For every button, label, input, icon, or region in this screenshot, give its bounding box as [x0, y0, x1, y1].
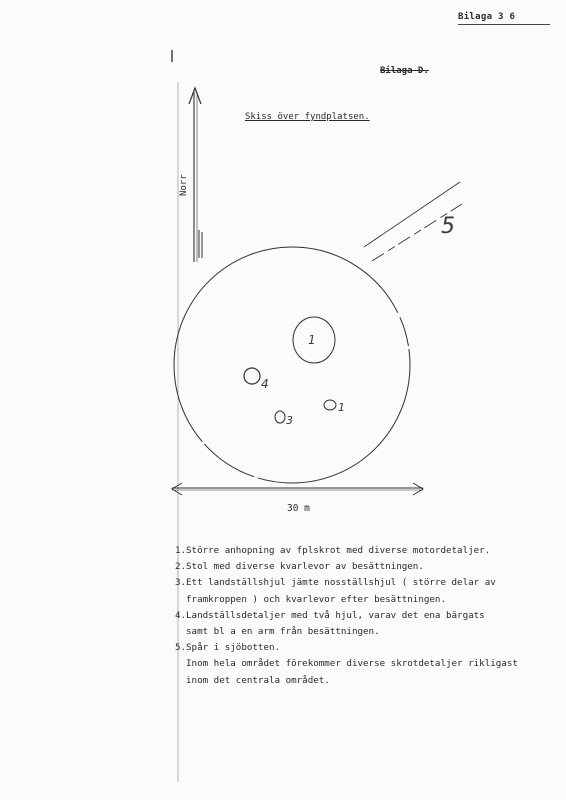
struck-appendix-label: Bilaga D.: [380, 66, 429, 76]
north-label: Norr: [179, 174, 189, 196]
marker-5-label: 5: [441, 214, 455, 239]
marker-3-circle: [275, 411, 285, 423]
scale-label: 30 m: [287, 503, 310, 514]
find-area-circle: [174, 247, 410, 483]
footer-note-line: inom det centrala området.: [186, 674, 330, 686]
marker-2-label: 1: [338, 401, 345, 414]
legend-item-continuation: framkroppen ) och kvarlevor efter besättningen.: [186, 593, 446, 605]
legend-item: 3. Ett landställshjul jämte nosställshjul ( större delar av: [175, 577, 496, 589]
north-arrow: [189, 88, 202, 262]
marker-3-label: 3: [286, 414, 293, 427]
marker-4-circle: [244, 368, 260, 384]
legend-list: [175, 543, 555, 689]
sketch-title: Skiss över fyndplatsen.: [245, 112, 370, 122]
marker-1-label: 1: [308, 333, 316, 347]
legend-item-continuation: samt bl a en arm från besättningen.: [186, 626, 380, 638]
legend-item: 1. Större anhopning av fplskrot med diverse motordetaljer.: [175, 545, 491, 556]
marker-2-circle: [324, 400, 336, 410]
footer-note-line: Inom hela området förekommer diverse skrotdetaljer rikligast: [186, 658, 518, 670]
legend-item: 5. Spår i sjöbotten.: [175, 642, 281, 654]
legend-item: 4. Landställsdetaljer med två hjul, varav det ena bärgats: [175, 609, 485, 621]
legend-item: 2. Stol med diverse kvarlevor av besättningen.: [175, 561, 424, 573]
scale-bar: [172, 483, 423, 495]
marker-4-label: 4: [261, 377, 269, 391]
appendix-label: Bilaga 3 6: [458, 12, 516, 22]
